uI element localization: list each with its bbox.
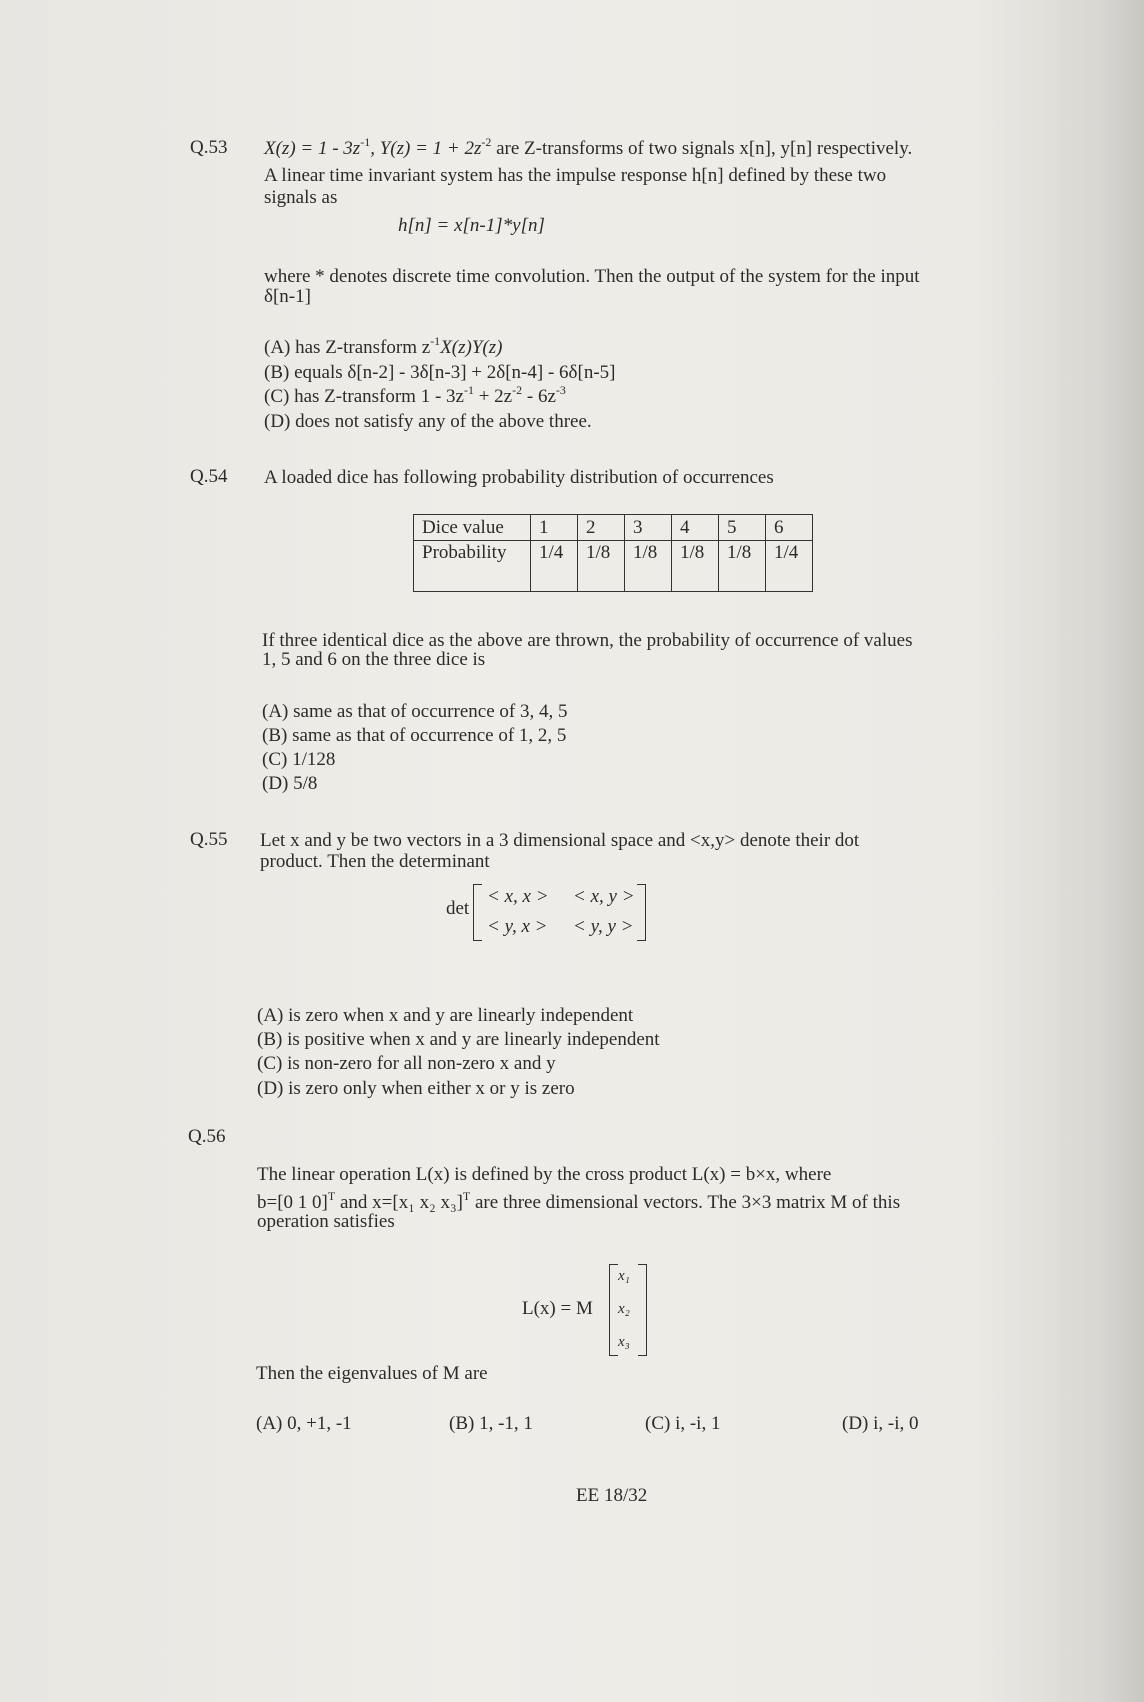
q56-option-a: (A) 0, +1, -1 (256, 1413, 352, 1434)
q53-line2: A linear time invariant system has the impulse response h[n] defined by these two (264, 165, 887, 186)
q54-number: Q.54 (190, 466, 228, 487)
table-cell: 6 (766, 515, 813, 541)
matrix-right-bracket (637, 884, 646, 941)
q55-option-d: (D) is zero only when either x or y is zero (257, 1078, 575, 1099)
q56-option-d: (D) i, -i, 0 (842, 1413, 919, 1434)
page-footer: EE 18/32 (576, 1485, 648, 1506)
q55-number: Q.55 (190, 829, 228, 850)
q55-line1: Let x and y be two vectors in a 3 dimensional space and <x,y> denote their dot (260, 830, 860, 851)
matrix-cell-12: < x, y > (573, 886, 635, 907)
q53-line1: $X(z) = 1 - 3z^{-1}$, $Y(z) = 1 + 2z^{-2}$ are Z-transforms of two signals x[n], y[n] respectively. (264, 135, 913, 159)
q54-option-b: (B) same as that of occurrence of 1, 2, 5 (262, 725, 567, 746)
dice-probability-table (413, 514, 813, 592)
table-cell: 1 (531, 515, 578, 541)
q53-option-a: (A) has Z-transform $z^{-1}X(z)Y(z)$ (264, 334, 503, 358)
q53-number: Q.53 (190, 137, 228, 158)
table-cell: 1/4 (766, 541, 813, 592)
table-cell: 1/8 (625, 541, 672, 592)
det-label: det (446, 898, 470, 919)
table-cell: 1/8 (719, 541, 766, 592)
table-cell: 1/8 (672, 541, 719, 592)
table-cell: 2 (578, 515, 625, 541)
q53-equation: h[n] = x[n-1]*y[n] (398, 215, 545, 236)
matrix-left-bracket (473, 884, 482, 941)
q53-line4: where * denotes discrete time convolution. Then the output of the system for the input (264, 266, 920, 287)
vector-left-bracket (609, 1264, 618, 1356)
table-row (414, 515, 813, 541)
q56-option-c: (C) i, -i, 1 (645, 1413, 721, 1434)
q55-option-c: (C) is non-zero for all non-zero x and y (257, 1053, 556, 1074)
table-cell: 1/8 (578, 541, 625, 592)
q55-line2: product. Then the determinant (260, 851, 490, 872)
table-row (414, 541, 813, 592)
table-cell: 4 (672, 515, 719, 541)
q56-line4: Then the eigenvalues of M are (256, 1363, 488, 1384)
q53-option-b: (B) equals δ[n-2] - 3δ[n-3] + 2δ[n-4] - 6δ[n-5] (264, 362, 616, 383)
q53-option-d: (D) does not satisfy any of the above three. (264, 411, 592, 432)
table-cell: Probability (414, 541, 531, 592)
q55-option-b: (B) is positive when x and y are linearly independent (257, 1029, 660, 1050)
q56-equation-lhs: L(x) = M (522, 1298, 593, 1319)
vector-x3: x₃ (618, 1334, 630, 1350)
vector-right-bracket (638, 1264, 647, 1356)
q54-option-a: (A) same as that of occurrence of 3, 4, 5 (262, 701, 568, 722)
q54-intro: A loaded dice has following probability distribution of occurrences (264, 467, 774, 488)
q56-number: Q.56 (188, 1126, 226, 1147)
q53-line5: δ[n-1] (264, 286, 311, 307)
q56-line3: operation satisfies (257, 1211, 395, 1232)
q56-line2: b=[0 1 0]$^T$ and x=[x₁ x₂ x₃]$^T$ are three dimensional vectors. The 3×3 matrix M of this (257, 1189, 901, 1213)
matrix-cell-11: < x, x > (487, 886, 549, 907)
q54-option-c: (C) 1/128 (262, 749, 336, 770)
q54-question-line2: 1, 5 and 6 on the three dice is (262, 649, 486, 670)
table-cell: 5 (719, 515, 766, 541)
q54-question-line1: If three identical dice as the above are thrown, the probability of occurrence of values (262, 630, 913, 651)
q55-option-a: (A) is zero when x and y are linearly independent (257, 1005, 634, 1026)
vector-x2: x₂ (618, 1301, 630, 1317)
q53-line3: signals as (264, 187, 338, 208)
q56-option-b: (B) 1, -1, 1 (449, 1413, 533, 1434)
q56-line1: The linear operation L(x) is defined by the cross product L(x) = b×x, where (257, 1164, 832, 1185)
q54-option-d: (D) 5/8 (262, 773, 318, 794)
table-cell: Dice value (414, 515, 531, 541)
matrix-cell-22: < y, y > (573, 916, 634, 937)
table-cell: 3 (625, 515, 672, 541)
matrix-cell-21: < y, x > (487, 916, 548, 937)
vector-x1: x₁ (618, 1268, 630, 1284)
table-cell: 1/4 (531, 541, 578, 592)
q53-option-c: (C) has Z-transform $1 - 3z^{-1} + 2z^{-2} - 6z^{-3}$ (264, 383, 566, 407)
